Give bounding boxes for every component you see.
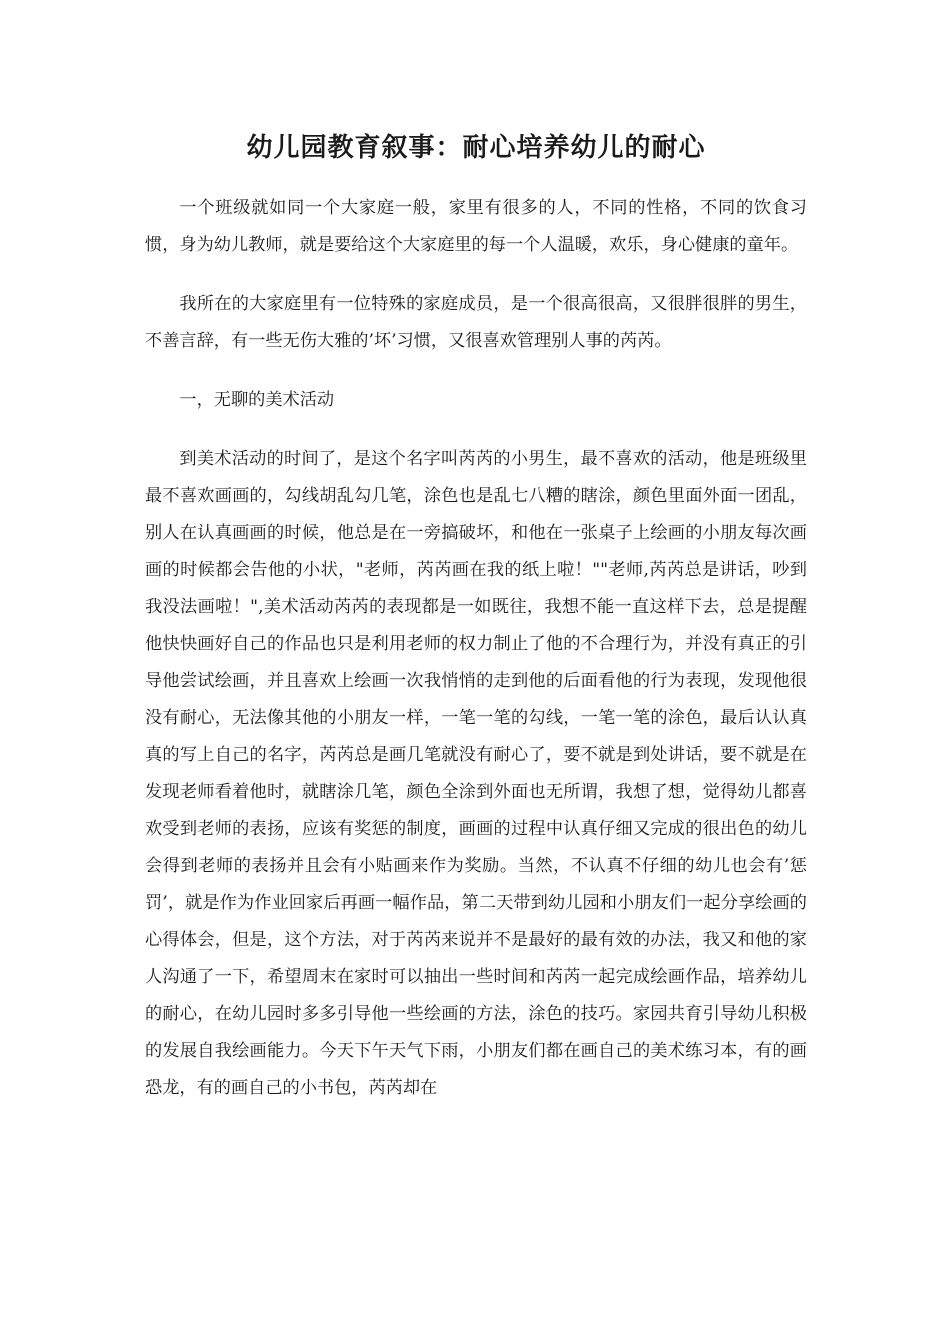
document-title: 幼儿园教育叙事：耐心培养幼儿的耐心 [246, 133, 706, 163]
section-heading: 一，无聊的美术活动 [179, 390, 335, 410]
paragraph-introduce-child: 我所在的大家庭里有一位特殊的家庭成员，是一个很高很高，又很胖很胖的男生，不善言辞，有一些无伤大雅的’坏’习惯，又很喜欢管理别人事的芮芮。 [145, 294, 807, 351]
paragraph-art-activity: 到美术活动的时间了，是这个名字叫芮芮的小男生，最不喜欢的活动，他是班级里最不喜欢画画的，勾线胡乱勾几笔，涂色也是乱七八糟的瞎涂，颜色里面外面一团乱，别人在认真画画的时候，他总是在一旁搞破坏，和他在一张桌子上绘画的小朋友每次画画的时候都会告他的小状，"老师，芮芮画在我的纸上啦！""老师,芮芮总是讲话，吵到我没法画啦！",美术活动芮芮的表现都是一如既往，我想不能一直这样下去，总是提醒他快快画好自己的作品也只是利用老师的权力制止了他的不合理行为，并没有真正的引导他尝试绘画，并且喜欢上绘画一次我悄悄的走到他的后面看他的行为表现，发现他很没有耐心，无法像其他的小朋友一样，一笔一笔的勾线，一笔一笔的涂色，最后认认真真的写上自己的名字，芮芮总是画几笔就没有耐心了，要不就是到处讲话，要不就是在发现老师看着他时，就瞎涂几笔，颜色全涂到外面也无所谓，我想了想，觉得幼儿都喜欢受到老师的表扬，应该有奖惩的制度，画画的过程中认真仔细又完成的很出色的幼儿会得到老师的表扬并且会有小贴画来作为奖励。当然，不认真不仔细的幼儿也会有’惩罚’，就是作为作业回家后再画一幅作品，第二天带到幼儿园和小朋友们一起分享绘画的心得体会，但是，这个方法，对于芮芮来说并不是最好的最有效的办法，我又和他的家人沟通了一下，希望周末在家时可以抽出一些时间和芮芮一起完成绘画作品，培养幼儿的耐心，在幼儿园时多多引导他一些绘画的方法，涂色的技巧。家园共育引导幼儿积极的发展自我绘画能力。今天下午天气下雨，小朋友们都在画自己的美术练习本，有的画恐龙，有的画自己的小书包，芮芮却在 [145, 449, 807, 1098]
paragraph-intro: 一个班级就如同一个大家庭一般，家里有很多的人，不同的性格，不同的饮食习惯，身为幼儿教师，就是要给这个大家庭里的每一个人温暖，欢乐，身心健康的童年。 [145, 198, 807, 255]
document-page [145, 126, 807, 1107]
